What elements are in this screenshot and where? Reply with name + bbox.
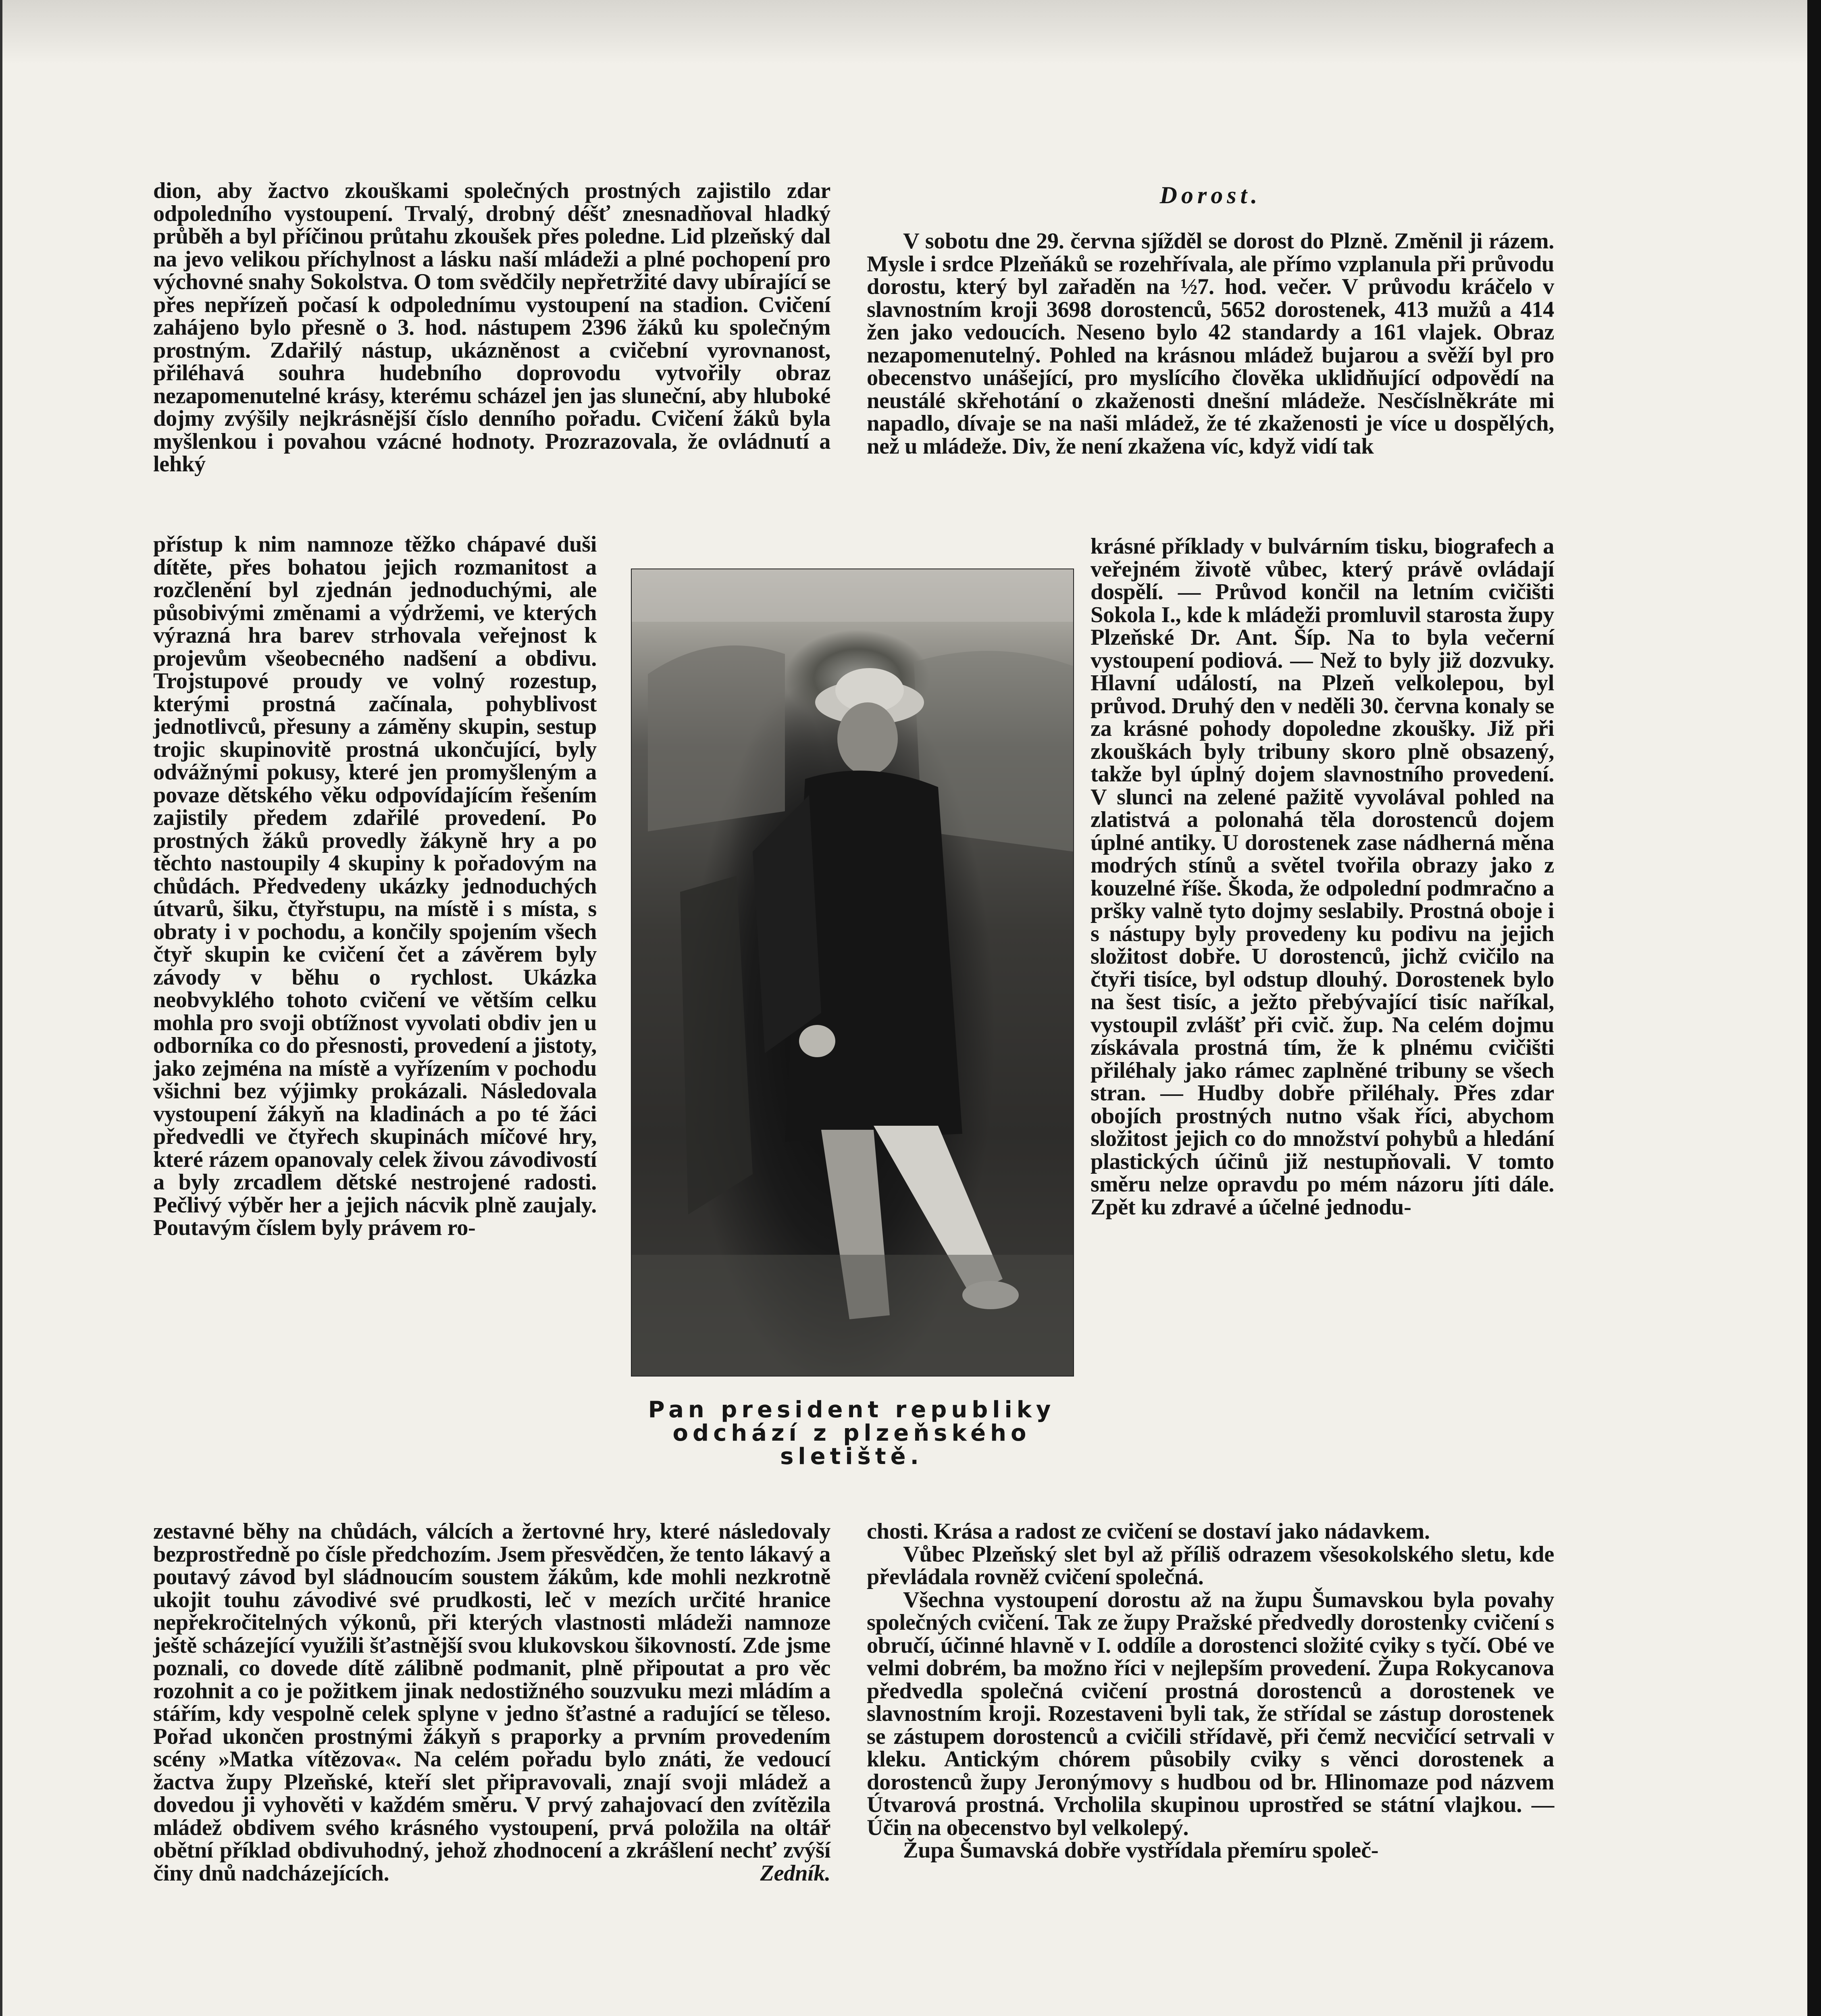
president-figure-illustration [632,569,1073,1376]
scan-edge-right [1807,0,1821,2016]
left-column-top [153,179,830,476]
paragraph-dorost-continued: krásné příklady v bulvárním tisku, biografech a veřejném životě vůbec, který právě ovládají dospělí. — Průvod končil na letním cvičišti Sokola I., kde k mládeži promluvil starosta župy Plzeňské Dr. Ant. Šíp. Na to byla večerní vystoupení podiová. — Než to byly již dozvuky. Hlavní událostí, na Plzeň velkolepou, byl průvod. Druhý den v neděli 30. června konaly se za krásné pohody dopoledne zkoušky. Již při zkouškách byly tribuny skoro plně obsazený, takže byl úplný dojem slavnostního provedení. V slunci na zelené pažitě vyvolával pohled na zlatistvá a polonahá těla dorostenců dojem úplné antiky. U dorostenek zase nádherná měna modrých stínů a světel tvořila obrazy jako z kouzelné říše. Škoda, že odpolední podmračno a pršky valně tyto dojmy seslabily. Prostná oboje i s nástupy byly provedeny ku podivu na jejich složitost dobře. U dorostenců, jichž cvičilo na čtyři tisíce, byl odstup dlouhý. Dorostenek bylo na šest tisíc, a ježto přebývající tisíc naříkal, vystoupil zvlášť při cvič. žup. Na celém dojmu získávala prostná tím, že k plnému cvičišti přiléhaly jako rámec zaplněné tribuny se všech stran. — Hudby dobře přiléhaly. Přes zdar obojích prostných nutno však říci, abychom složitost jejich co do množství pohybů a hledání plastických účinů již nestupňovali. V tomto směru nelze opravdu po mém názoru jíti dále. Zpět ku zdravé a účelné jednodu- [1091,534,1554,1220]
paragraph-zactvo-intro: dion, aby žactvo zkouškami společných prostných zajistilo zdar odpoledního vystoupení. Trvalý, drobný déšť znesnadňoval hladký průběh a byl příčinou průtahu zkoušek přes poledne. Lid plzeňský dal na jevo velikou příchylnost a lásku naší mládeži a plné pochopení pro výchovné snahy Sokolstva. O tom svědčily nepřetržité davy ubírající se přes nepřízeň počasí k odpolednímu vystoupení na stadion. Cvičení zahájeno bylo přesně o 3. hod. nástupem 2396 žáků ku společným prostným. Zdařilý nástup, ukázněnost a cvičební vyrovnanost, přiléhavá souhra hudebního doprovodu vytvořily obraz nezapomenutelné krásy, kterému scházel jen jas sluneční, aby hluboké dojmy zvýšily nejkrásnější číslo denního pořadu. Cvičení žáků byla myšlenkou i povahou vzácné hodnoty. Prozrazovala, že ovládnutí a lehký [153,178,830,477]
paragraph-dorost-intro: V sobotu dne 29. června sjížděl se dorost do Plzně. Změnil ji rázem. Mysle i srdce Plzeňáků se rozehřívala, ale přímo vzplanula při průvodu dorostu, který byl zařaděn na ½7. hod. večer. V průvodu kráčelo v slavnostním kroji 3698 dorostenců, 5652 dorostenek, 413 mužů a 414 žen jako vedoucích. Neseno bylo 42 standardy a 161 vlajek. Obraz nezapomenutelný. Pohled na krásnou mládež bujarou a svěží byl pro obecenstvo unášející, pro myslícího člověka uklidňující odpovědí na neustálé skřehotání o zkaženosti dnešní mládeže. Nesčíslněkráte mi napadlo, dívaje se na naši mládež, že té zkaženosti je více u dospělých, než u mládeže. Div, že není zkažena víc, když vidí tak [867,229,1554,459]
right-column-narrow [1091,535,1554,1218]
scan-edge-left [0,0,2,2016]
paragraph-slet-odraz: Vůbec Plzeňský slet byl až příliš odrazem všesokolského sletu, kde převládala rovněž cvičení společná. [867,1541,1554,1589]
scan-shadow [0,0,1821,65]
paragraph-vystoupeni-dorostu: Všechna vystoupení dorostu až na župu Šumavskou byla povahy společných cvičení. Tak ze župy Pražské předvedly dorostenky cvičení s obručí, účinné hlavně v I. oddíle a dorostenci složité cviky s tyčí. Obé ve velmi dobrém, ba možno říci v nejlepším provedení. Župa Rokycanova předvedla společná cvičení prostná dorostenců a dorostenek ve slavnostním kroji. Rozestaveni byli tak, že střídal se zástup dorostenek se zástupem dorostenců a cvičili střídavě, při čemž necvičící setrvali v kleku. Antickým chórem působily cviky s věnci dorostenek a dorostenců župy Jeronýmovy s hudbou od br. Hlinomaze pod názvem Útvarová prostná. Vrcholila skupinou uprostřed se státní vlajkou. — Účin na obecenstvo byl velkolepý. [867,1587,1554,1840]
paragraph-dorost-jednoduchost: chosti. Krása a radost ze cvičení se dostaví jako nádavkem. [867,1519,1430,1544]
paragraph-zactvo-end [153,1520,830,1885]
right-column-bottom [867,1520,1554,1862]
photo-caption: Pan president republiky odchází z plzeňského sletiště. [648,1397,1055,1470]
left-column-bottom [153,1520,830,1885]
paragraph-text: zestavné běhy na chůdách, válcích a žertovné hry, které následovaly bezprostředně po čísle předchozím. Jsem přesvědčen, že tento lákavý a poutavý závod byl sládnoucím soustem žákům, kde mohli nezkrotně ukojit touhu závodivé své prudkosti, leč v mezích určité hranice nepřekročitelných výkonů, při kterých vlastnosti mládeži namnoze ještě scházející využili šťastnější svou klukovskou šikovností. Zde jsme poznali, co dovede dítě zálibně podmanit, plně připoutat a pro věc rozohnit a co je požitkem jinak nedostižného souzvuku mezi mládím a stářím, kdy vespolně celek splyne v jedno šťastné a radující se těleso. Pořad ukončen prostnými žákyň s praporky a prvním provedením scény »Matka vítězova«. Na celém pořadu bylo znáti, že vedoucí žactva župy Plzeňské, kteří slet připravovali, znají svoji mládež a dovedou ji vyhověti v každém směru. V prvý zahajovací den zvítězila mládež obdivem svého krásného vystoupení, prvá položila na oltář obětní příklad obdivuhodný, jehož zhodnocení a zkrášlení nechť zvýší činy dnů nadcházejících. [153,1519,830,1886]
paragraph-zupa-sumavska: Župa Šumavská dobře vystřídala přemíru společ- [903,1838,1379,1863]
president-photo [631,569,1074,1377]
right-column-top [867,230,1554,458]
paragraph-zactvo-continued: přístup k nim namnoze těžko chápavé duši dítěte, přes bohatou jejich rozmanitost a rozčlenění byl zjednán jednoduchými, ale působivými změnami a výdržemi, ve kterých výrazná hra barev strhovala veřejnost k projevům všeobecného nadšení a obdivu. Trojstupové proudy ve volný rozestup, kterými prostná začínala, pohyblivost jednotlivců, přesuny a záměny skupin, sestup trojic skupinovitě prostná ukončující, byly odvážnými pokusy, které jen promyšleným a povaze dětského věku odpovídajícím řešením zajistily předem zdařilé provedení. Po prostných žáků provedly žákyně hry a po těchto nastoupily 4 skupiny k pořadovým na chůdách. Předvedeny ukázky jednoduchých útvarů, šiku, čtyřstupu, na místě i s místa, s obraty i v pochodu, a končily spojením všech čtyř skupin ke cvičení čet a závěrem byly závody v běhu o rychlost. Ukázka neobvyklého tohoto cvičení ve větším celku mohla pro svoji obtížnost vyvolati obdiv jen u odborníka co do přesnosti, provedení a jistoty, jako zejména na místě a vyřízením v pochodu všichni bez výjimky prokázali. Následovala vystoupení žákyň na kladinách a po té žáci předvedli ve čtyřech skupinách míčové hry, které rázem opanovaly celek živou závodivostí a byly zrcadlem dětské nestrojené radosti. Pečlivý výběr her a jejich nácvik plně zaujaly. Poutavým číslem byly právem ro- [153,532,597,1240]
section-heading-dorost: Dorost. [1159,182,1261,208]
left-column-narrow [153,533,597,1239]
author-signature: Zedník. [760,1860,830,1886]
